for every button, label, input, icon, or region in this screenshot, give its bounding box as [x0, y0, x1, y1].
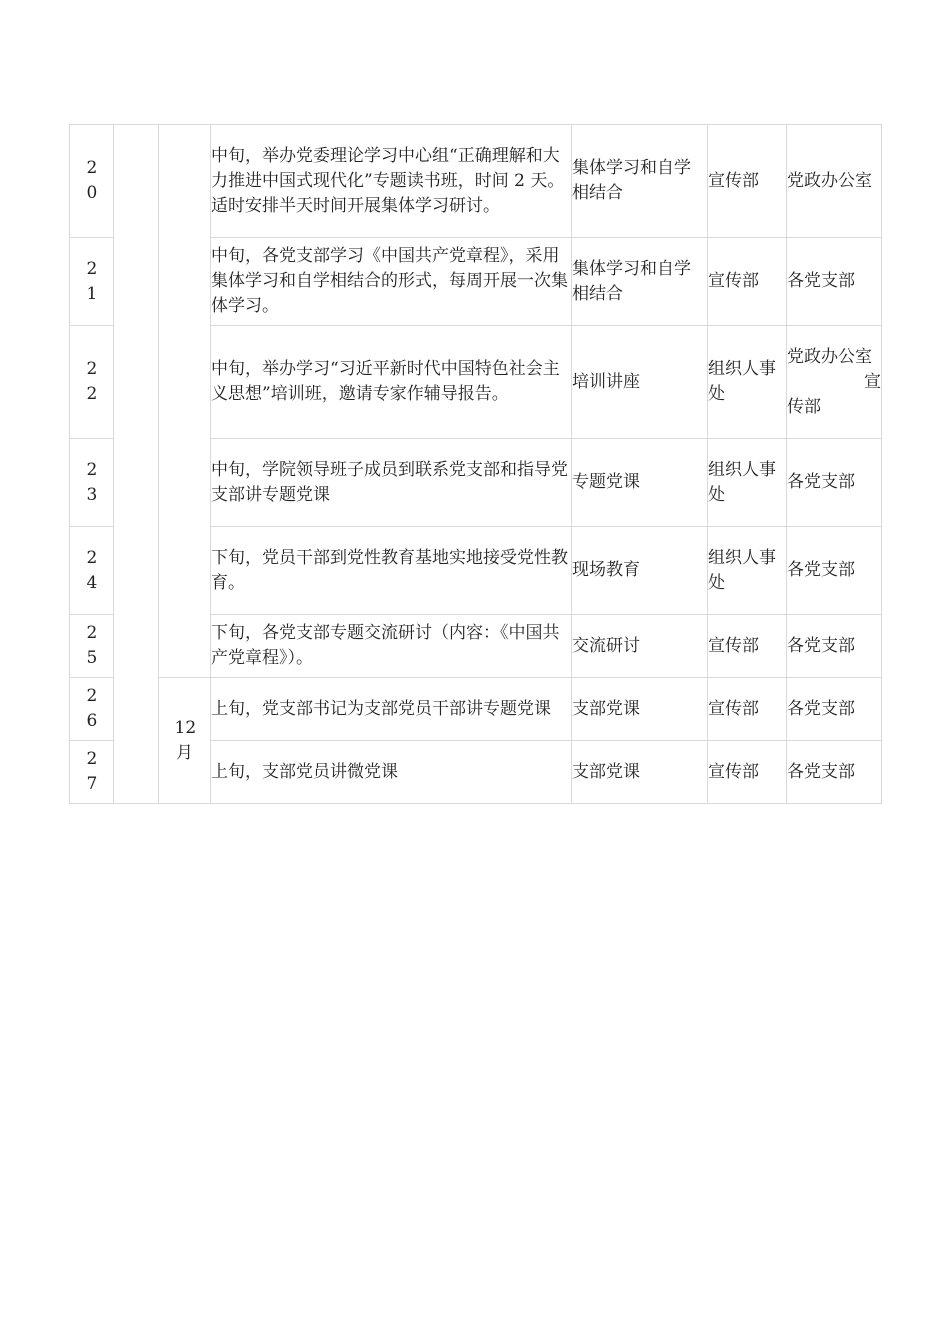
content-cell: 中旬，各党支部学习《中国共产党章程》，采用集体学习和自学相结合的形式，每周开展一次集体学习。 [211, 238, 572, 326]
impl-cell: 各党支部 [787, 741, 882, 804]
content-cell: 上旬，党支部书记为支部党员干部讲专题党课 [211, 678, 572, 741]
form-cell: 集体学习和自学相结合 [572, 125, 708, 238]
dept-cell: 组织人事处 [708, 326, 787, 439]
row-number: 25 [70, 615, 114, 678]
form-cell: 集体学习和自学相结合 [572, 238, 708, 326]
dept-cell: 宣传部 [708, 615, 787, 678]
content-cell: 下旬，各党支部专题交流研讨（内容：《中国共产党章程》）。 [211, 615, 572, 678]
content-cell: 中旬，学院领导班子成员到联系党支部和指导党支部讲专题党课 [211, 439, 572, 527]
month-cell-empty [159, 125, 211, 678]
row-number: 23 [70, 439, 114, 527]
row-number: 24 [70, 527, 114, 615]
form-cell: 培训讲座 [572, 326, 708, 439]
dept-cell: 宣传部 [708, 125, 787, 238]
impl-cell: 各党支部 [787, 439, 882, 527]
impl-cell: 各党支部 [787, 615, 882, 678]
row-number: 22 [70, 326, 114, 439]
dept-cell: 宣传部 [708, 238, 787, 326]
dept-cell: 宣传部 [708, 678, 787, 741]
form-cell: 支部党课 [572, 741, 708, 804]
content-cell: 下旬，党员干部到党性教育基地实地接受党性教育。 [211, 527, 572, 615]
impl-line: 传部 [787, 396, 821, 417]
blank-column [114, 125, 159, 804]
dept-cell: 组织人事处 [708, 527, 787, 615]
month-cell: 12月 [159, 678, 211, 804]
row-number: 20 [70, 125, 114, 238]
impl-line: 宣 [864, 371, 881, 392]
table-row [70, 125, 882, 238]
content-cell: 中旬，举办学习“习近平新时代中国特色社会主义思想”培训班，邀请专家作辅导报告。 [211, 326, 572, 439]
content-cell: 中旬，举办党委理论学习中心组“正确理解和大力推进中国式现代化”专题读书班，时间 2 天。适时安排半天时间开展集体学习研讨。 [211, 125, 572, 238]
impl-cell: 党政办公室 [787, 125, 882, 238]
form-cell: 支部党课 [572, 678, 708, 741]
impl-line: 党政办公室 [787, 346, 872, 367]
content-cell: 上旬，支部党员讲微党课 [211, 741, 572, 804]
form-cell: 交流研讨 [572, 615, 708, 678]
form-cell: 现场教育 [572, 527, 708, 615]
impl-cell: 各党支部 [787, 527, 882, 615]
form-cell: 专题党课 [572, 439, 708, 527]
impl-cell [787, 326, 882, 439]
row-number: 21 [70, 238, 114, 326]
impl-cell: 各党支部 [787, 678, 882, 741]
dept-cell: 宣传部 [708, 741, 787, 804]
table-row [70, 678, 882, 741]
impl-cell: 各党支部 [787, 238, 882, 326]
dept-cell: 组织人事处 [708, 439, 787, 527]
row-number: 27 [70, 741, 114, 804]
row-number: 26 [70, 678, 114, 741]
plan-table [69, 124, 882, 804]
